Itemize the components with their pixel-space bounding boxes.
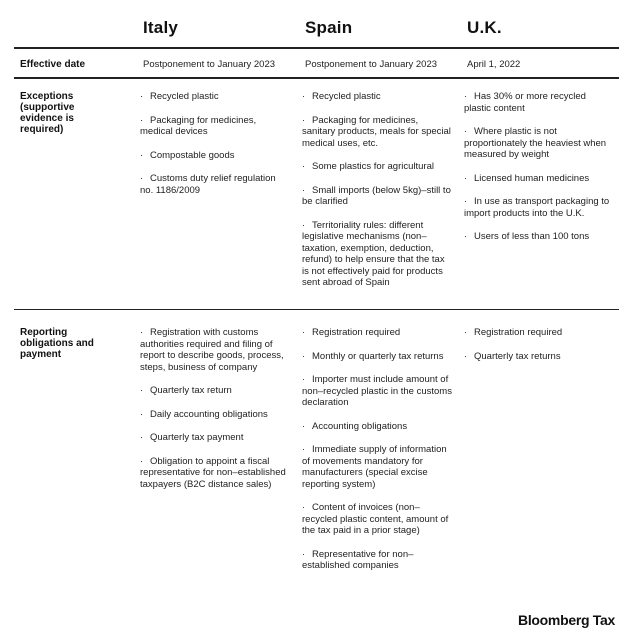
- list-spain-reporting: [302, 327, 452, 584]
- list-spain-exceptions: [302, 91, 452, 301]
- list-item: [140, 432, 290, 444]
- list-item-text: Recycled plastic: [150, 91, 219, 102]
- list-item: [302, 185, 452, 208]
- list-item: [302, 161, 452, 173]
- bullet-dot-icon: ·: [464, 172, 468, 184]
- list-item-text: Quarterly tax return: [150, 385, 232, 396]
- list-item-text: Registration with customs authorities required and filing of report to describe goods, process, steps, business of company: [140, 327, 284, 373]
- row-divider-effective-date: [14, 77, 619, 79]
- bullet-dot-icon: ·: [302, 114, 306, 126]
- list-item-text: Accounting obligations: [312, 420, 408, 432]
- bullet-dot-icon: ·: [140, 91, 144, 102]
- bullet-dot-icon: ·: [302, 420, 306, 432]
- bullet-dot-icon: ·: [140, 385, 144, 396]
- list-item-text: Compostable goods: [150, 149, 235, 161]
- list-item-text: Recycled plastic: [312, 91, 381, 102]
- list-item: [140, 327, 290, 373]
- bullet-dot-icon: ·: [140, 149, 144, 161]
- bullet-dot-icon: ·: [302, 161, 306, 172]
- list-item-text: Packaging for medicines, sanitary products, meals for special medical uses, etc.: [302, 114, 451, 149]
- list-item-text: Some plastics for agricultural: [312, 161, 434, 172]
- list-item: [464, 91, 614, 114]
- list-item-text: Users of less than 100 tons: [474, 231, 590, 242]
- list-item-text: In use as transport packaging to import products into the U.K.: [464, 196, 610, 219]
- column-header-italy: Italy: [143, 18, 179, 37]
- list-item-text: Quarterly tax returns: [474, 350, 561, 362]
- bullet-dot-icon: ·: [464, 91, 468, 102]
- list-item-text: Registration required: [312, 327, 401, 338]
- list-item-text: Customs duty relief regulation no. 1186/2009: [140, 173, 276, 196]
- list-item-text: Territoriality rules: different legislative mechanisms (non–taxation, exemption, deduction, refund) to help ensure that the tax is not effectively paid for products sent abroad of Spain: [302, 219, 445, 288]
- row-label-effective-date: Effective date: [20, 59, 86, 70]
- bullet-dot-icon: ·: [140, 114, 144, 126]
- bullet-dot-icon: ·: [302, 374, 306, 385]
- list-item: [140, 150, 290, 162]
- list-item-text: Content of invoices (non–recycled plastic content, amount of the tax paid in a prior stage): [302, 502, 449, 536]
- cell-spain-effective-date: Postponement to January 2023: [305, 59, 438, 70]
- list-item: [464, 231, 614, 243]
- list-item: [464, 327, 614, 339]
- list-item: [302, 374, 452, 409]
- list-item: [302, 220, 452, 289]
- cell-italy-effective-date: Postponement to January 2023: [143, 59, 276, 70]
- list-item: [302, 421, 452, 433]
- list-item: [140, 385, 290, 397]
- list-item: [464, 126, 614, 161]
- list-italy-reporting: [140, 327, 290, 502]
- list-item-text: Licensed human medicines: [474, 172, 590, 184]
- list-item: [302, 351, 452, 363]
- list-item-text: Packaging for medicines, medical devices: [140, 114, 257, 137]
- list-item-text: Representative for non–established companies: [302, 548, 414, 571]
- list-item-text: Where plastic is not proportionately the heaviest when measured by weight: [464, 126, 607, 160]
- list-item-text: Small imports (below 5kg)–still to be clarified: [302, 184, 451, 207]
- bullet-dot-icon: ·: [464, 231, 468, 242]
- list-item: [302, 502, 452, 537]
- bullet-dot-icon: ·: [140, 173, 144, 184]
- bullet-dot-icon: ·: [464, 126, 468, 137]
- column-header-spain: Spain: [305, 18, 353, 37]
- row-label-reporting: Reporting obligations and payment: [20, 327, 94, 360]
- list-item: [140, 91, 290, 103]
- bullet-dot-icon: ·: [302, 548, 306, 560]
- bullet-dot-icon: ·: [464, 327, 468, 338]
- list-item: [140, 115, 290, 138]
- list-item-text: Registration required: [474, 327, 563, 338]
- list-item-text: Obligation to appoint a fiscal representative for non–established taxpayers (B2C distance sales): [140, 455, 286, 490]
- list-item: [464, 173, 614, 185]
- bullet-dot-icon: ·: [302, 184, 306, 196]
- bullet-dot-icon: ·: [140, 455, 144, 467]
- list-item: [464, 196, 614, 219]
- list-item-text: Immediate supply of information of movements mandatory for manufacturers (special excise reporting system): [302, 444, 447, 490]
- list-item: [302, 91, 452, 103]
- bullet-dot-icon: ·: [464, 196, 468, 207]
- list-item: [302, 327, 452, 339]
- list-item-text: Importer must include amount of non–recycled plastic in the customs declaration: [302, 374, 452, 408]
- list-item-text: Quarterly tax payment: [150, 432, 244, 443]
- cell-uk-effective-date: April 1, 2022: [467, 59, 521, 70]
- list-item-text: Has 30% or more recycled plastic content: [464, 91, 586, 114]
- list-item: [302, 115, 452, 150]
- list-uk-exceptions: [464, 91, 614, 255]
- list-item-text: Monthly or quarterly tax returns: [312, 350, 444, 362]
- bullet-dot-icon: ·: [302, 502, 306, 513]
- bullet-dot-icon: ·: [302, 350, 306, 362]
- bullet-dot-icon: ·: [302, 444, 306, 455]
- list-uk-reporting: [464, 327, 614, 374]
- bullet-dot-icon: ·: [140, 432, 144, 443]
- bullet-dot-icon: ·: [140, 408, 144, 420]
- bullet-dot-icon: ·: [302, 219, 306, 231]
- header-divider: [14, 47, 619, 49]
- list-item-text: Daily accounting obligations: [150, 408, 268, 420]
- list-item: [140, 456, 290, 491]
- bullet-dot-icon: ·: [302, 327, 306, 338]
- list-item: [302, 549, 452, 572]
- bullet-dot-icon: ·: [464, 350, 468, 362]
- bloomberg-tax-logo: Bloomberg Tax: [518, 612, 615, 628]
- row-divider-exceptions: [14, 309, 619, 310]
- bullet-dot-icon: ·: [140, 327, 144, 338]
- row-label-exceptions: Exceptions (supportive evidence is required): [20, 91, 75, 135]
- bullet-dot-icon: ·: [302, 91, 306, 102]
- list-item: [140, 173, 290, 196]
- list-italy-exceptions: [140, 91, 290, 208]
- column-header-uk: U.K.: [467, 18, 502, 37]
- list-item: [140, 409, 290, 421]
- list-item: [464, 351, 614, 363]
- list-item: [302, 444, 452, 490]
